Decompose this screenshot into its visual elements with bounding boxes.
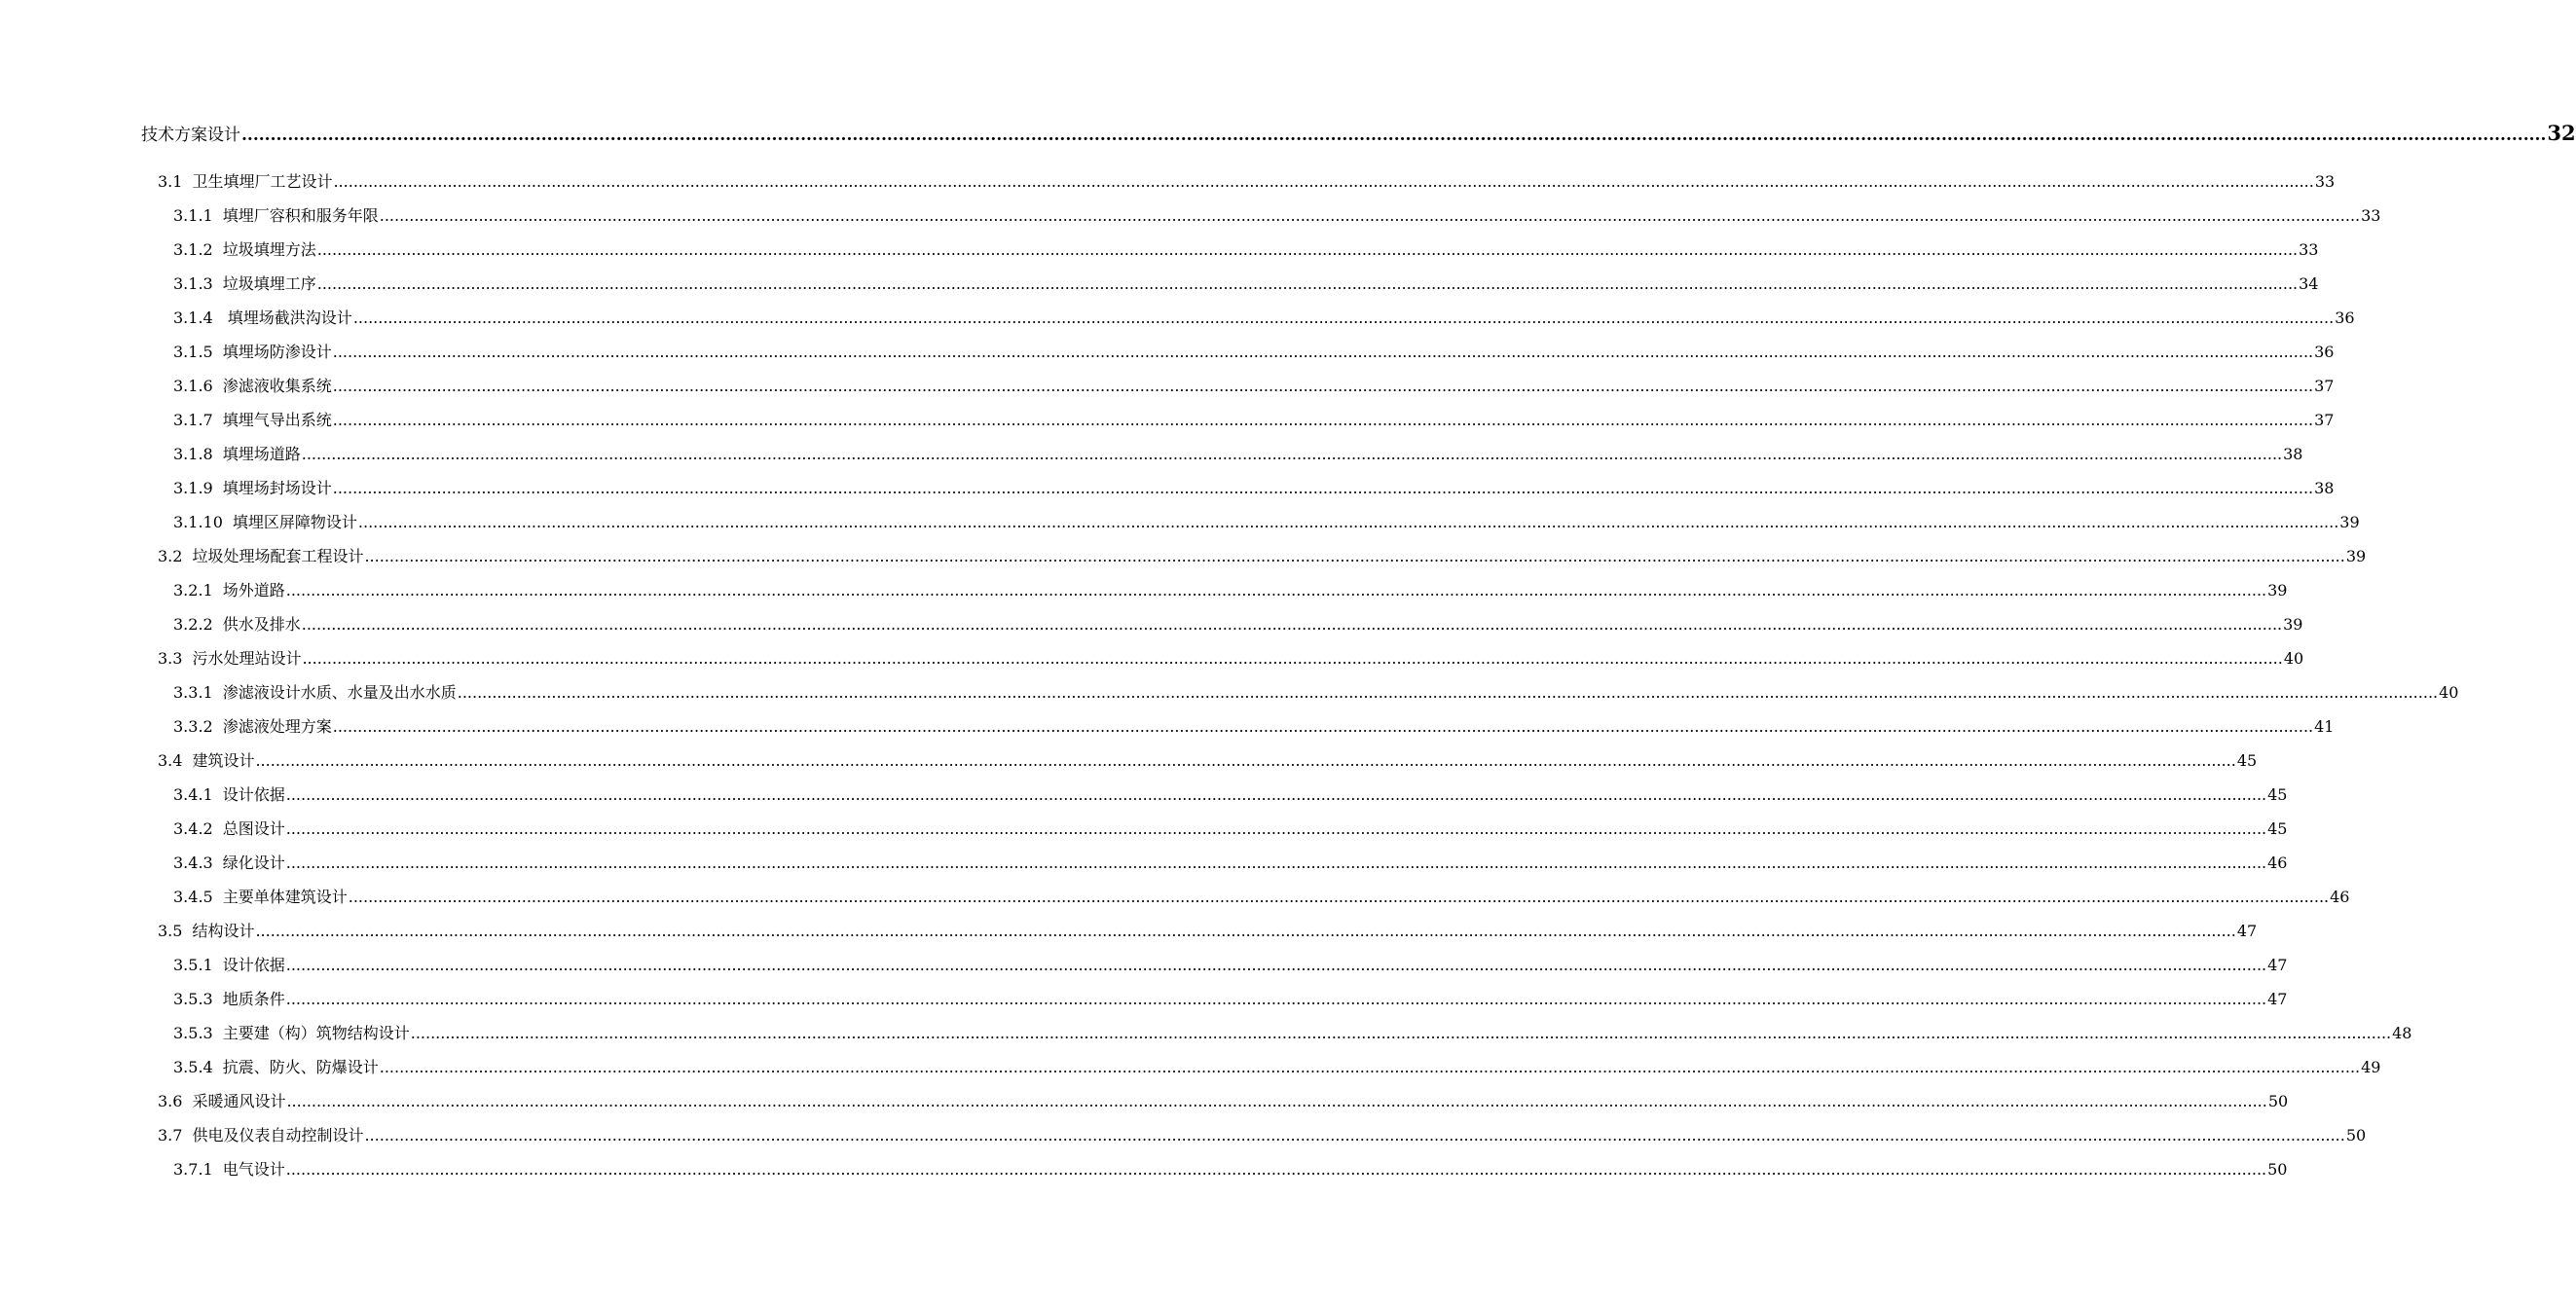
toc-entry-number: 3.4.1 <box>173 785 213 804</box>
toc-entry[interactable] <box>173 306 2355 328</box>
toc-entry-label <box>173 851 285 873</box>
toc-entry-page: 39 <box>2267 581 2288 600</box>
toc-leader-dots: ................................................................................................................................................................................................................................................................................................................................................................................................................ <box>332 411 2314 429</box>
toc-entry-page: 34 <box>2299 274 2319 293</box>
toc-entry[interactable] <box>173 340 2335 362</box>
toc-entry-number: 3.6 <box>158 1092 183 1110</box>
toc-leader-dots: ................................................................................................................................................................................................................................................................................................................................................................................................................ <box>285 990 2267 1008</box>
toc-entry[interactable] <box>173 714 2335 737</box>
toc-entry[interactable] <box>173 782 2288 805</box>
toc-entry-label <box>173 442 301 464</box>
toc-entry-label <box>158 748 254 771</box>
toc-entry-label <box>173 1055 379 1077</box>
toc-entry-number: 3.1.8 <box>173 445 213 463</box>
toc-leader-dots: ................................................................................................................................................................................................................................................................................................................................................................................................................ <box>332 377 2314 395</box>
toc-entry-title: 卫生填埋厂工艺设计 <box>192 172 333 191</box>
toc-entry-title: 电气设计 <box>222 1160 285 1179</box>
toc-entry-number: 3.1.2 <box>173 240 213 259</box>
toc-entry-label <box>173 987 285 1009</box>
toc-entry[interactable] <box>173 953 2288 975</box>
toc-entry-number: 3.7 <box>158 1126 183 1144</box>
toc-entry-label <box>173 476 332 498</box>
toc-entry[interactable] <box>173 476 2335 498</box>
toc-entry-page: 37 <box>2314 411 2335 429</box>
toc-entry-page: 38 <box>2283 445 2303 463</box>
toc-entry[interactable] <box>158 919 2258 941</box>
toc-entry-number: 3.4 <box>158 751 183 770</box>
toc-entry-number: 3.5.1 <box>173 956 213 974</box>
toc-entry-title: 渗滤液处理方案 <box>222 717 332 736</box>
toc-entry-label <box>173 953 285 975</box>
toc-entry-number: 3.1.7 <box>173 411 213 429</box>
toc-entry-title: 抗震、防火、防爆设计 <box>222 1058 379 1076</box>
toc-entry-page: 45 <box>2236 751 2258 770</box>
toc-main-title: 技术方案设计 <box>141 126 240 145</box>
toc-entry-number: 3.1.3 <box>173 274 213 293</box>
toc-entry[interactable] <box>173 442 2303 464</box>
toc-entry-page: 40 <box>2439 683 2459 702</box>
toc-leader-dots: ................................................................................................................................................................................................................................................................................................................................................................................................................ <box>286 1092 2267 1110</box>
toc-entry-title: 设计依据 <box>222 785 285 804</box>
toc-entry-label <box>173 1021 410 1043</box>
toc-entry-label <box>173 510 357 532</box>
toc-leader-dots: ................................................................................................................................................................................................................................................................................................................................................................................................................ <box>332 343 2314 361</box>
toc-entry-number: 3.1.1 <box>173 206 213 225</box>
toc-entry-number: 3.4.2 <box>173 819 213 838</box>
toc-entry-label <box>173 782 285 805</box>
toc-entry-number: 3.7.1 <box>173 1160 213 1179</box>
toc-leader-dots: ................................................................................................................................................................................................................................................................................................................................................................................................................ <box>316 240 2299 259</box>
toc-entry[interactable] <box>158 169 2336 192</box>
toc-entry-title: 结构设计 <box>192 922 255 940</box>
toc-leader-dots: ................................................................................................................................................................................................................................................................................................................................................................................................................ <box>255 922 2236 940</box>
toc-entry[interactable] <box>173 408 2335 430</box>
toc-entry-title: 填埋场封场设计 <box>222 479 332 497</box>
toc-entry-label <box>173 340 332 362</box>
toc-entry[interactable] <box>158 748 2258 771</box>
toc-leader-dots: ................................................................................................................................................................................................................................................................................................................................................................................................................ <box>285 785 2267 804</box>
toc-leader-dots: ................................................................................................................................................................................................................................................................................................................................................................................................................ <box>352 309 2335 327</box>
toc-entry-page: 45 <box>2267 819 2288 838</box>
toc-entry[interactable] <box>173 510 2360 532</box>
toc-entry-number: 3.1.10 <box>173 513 223 531</box>
toc-leader-dots: ................................................................................................................................................................................................................................................................................................................................................................................................................ <box>332 717 2314 736</box>
toc-entry-label <box>173 714 332 737</box>
toc-leader-dots: ................................................................................................................................................................................................................................................................................................................................................................................................................ <box>379 206 2361 225</box>
toc-entry-label <box>173 306 352 328</box>
toc-leader-dots: ................................................................................................................................................................................................................................................................................................................................................................................................................ <box>316 274 2299 293</box>
toc-entry-title: 填埋场道路 <box>222 445 301 463</box>
toc-entry-label <box>158 919 254 941</box>
toc-entry-number: 3.2 <box>158 547 183 565</box>
toc-entry-title: 垃圾处理场配套工程设计 <box>192 547 364 565</box>
toc-entry-title: 主要单体建筑设计 <box>222 888 348 906</box>
toc-leader-dots: ................................................................................................................................................................................................................................................................................................................................................................................................................ <box>364 547 2345 565</box>
toc-entry-title: 填埋区屏障物设计 <box>232 513 357 531</box>
toc-entry-label <box>173 680 457 703</box>
toc-entry[interactable] <box>173 885 2350 907</box>
toc-entry-label <box>173 237 316 260</box>
toc-entry[interactable] <box>173 1055 2381 1077</box>
toc-entry-title: 垃圾填埋工序 <box>222 274 316 293</box>
toc-leader-dots: ................................................................................................................................................................................................................................................................................................................................................................................................................ <box>333 172 2314 191</box>
toc-entry-number: 3.1.6 <box>173 377 213 395</box>
toc-entry-label <box>173 885 348 907</box>
toc-entry-label <box>158 1123 363 1145</box>
toc-entry-label <box>173 203 379 226</box>
toc-leader-dots: ................................................................................................................................................................................................................................................................................................................................................................................................................ <box>285 956 2267 974</box>
toc-entry-title: 设计依据 <box>222 956 285 974</box>
toc-entry-page: 36 <box>2314 343 2335 361</box>
toc-entry-number: 3.5.4 <box>173 1058 213 1076</box>
toc-entry-page: 46 <box>2330 888 2350 906</box>
toc-entry-number: 3.4.3 <box>173 854 213 872</box>
toc-entry-title: 采暖通风设计 <box>192 1092 286 1110</box>
toc-entry-label <box>173 578 285 600</box>
toc-entry-number: 3.4.5 <box>173 888 213 906</box>
toc-entry-title: 建筑设计 <box>192 751 255 770</box>
toc-entry-page: 47 <box>2267 990 2288 1008</box>
toc-entry-page: 40 <box>2283 649 2304 668</box>
toc-main-page: 32 <box>2547 121 2576 145</box>
toc-entry[interactable] <box>173 851 2288 873</box>
toc-entry[interactable] <box>173 1157 2288 1180</box>
toc-leader-dots: ................................................................................................................................................................................................................................................................................................................................................................................................................ <box>301 615 2283 634</box>
toc-entry-title: 供电及仪表自动控制设计 <box>192 1126 364 1144</box>
toc-entry-page: 39 <box>2345 547 2367 565</box>
toc-leader-dots: ................................................................................................................................................................................................................................................................................................................................................................................................................ <box>348 888 2330 906</box>
toc-entry-label <box>158 169 332 192</box>
toc-entry-title: 填埋场防渗设计 <box>222 343 332 361</box>
toc-main-entry[interactable] <box>141 121 2576 145</box>
toc-entry-label <box>158 1089 285 1111</box>
toc-entry-title: 总图设计 <box>222 819 285 838</box>
toc-entry-number: 3.3.1 <box>173 683 213 702</box>
toc-entry-page: 46 <box>2267 854 2288 872</box>
toc-entry-page: 33 <box>2314 172 2336 191</box>
toc-entry-page: 37 <box>2314 377 2335 395</box>
toc-entry-label <box>173 817 285 839</box>
toc-leader-dots: ................................................................................................................................................................................................................................................................................................................................................................................................................ <box>241 126 2547 145</box>
toc-entry-title: 填埋厂容积和服务年限 <box>222 206 379 225</box>
toc-entry-page: 50 <box>2267 1160 2288 1179</box>
toc-entry-page: 47 <box>2236 922 2258 940</box>
toc-entry-title: 绿化设计 <box>222 854 285 872</box>
toc-leader-dots: ................................................................................................................................................................................................................................................................................................................................................................................................................ <box>301 445 2283 463</box>
toc-leader-dots: ................................................................................................................................................................................................................................................................................................................................................................................................................ <box>457 683 2439 702</box>
toc-entry-page: 39 <box>2339 513 2360 531</box>
toc-entry-number: 3.1 <box>158 172 183 191</box>
toc-entry[interactable] <box>173 203 2381 226</box>
toc-entry[interactable] <box>173 680 2459 703</box>
toc-entry-number: 3.3 <box>158 649 183 668</box>
toc-entry-label <box>173 408 332 430</box>
toc-entry-page: 50 <box>2345 1126 2367 1144</box>
toc-entry-title: 地质条件 <box>222 990 285 1008</box>
toc-leader-dots: ................................................................................................................................................................................................................................................................................................................................................................................................................ <box>285 819 2267 838</box>
toc-entry-label <box>173 612 301 635</box>
toc-entry-label <box>158 544 363 566</box>
toc-entry[interactable] <box>173 374 2335 396</box>
toc-entry-title: 污水处理站设计 <box>192 649 302 668</box>
toc-entry-page: 38 <box>2314 479 2335 497</box>
toc-entry[interactable] <box>173 612 2303 635</box>
toc-entry-title: 供水及排水 <box>222 615 301 634</box>
toc-entry-number: 3.1.9 <box>173 479 213 497</box>
toc-entry-label <box>173 374 332 396</box>
toc-leader-dots: ................................................................................................................................................................................................................................................................................................................................................................................................................ <box>302 649 2283 668</box>
toc-leader-dots: ................................................................................................................................................................................................................................................................................................................................................................................................................ <box>332 479 2314 497</box>
toc-entry-page: 45 <box>2267 785 2288 804</box>
toc-entry[interactable] <box>173 578 2288 600</box>
toc-entry-number: 3.2.2 <box>173 615 213 634</box>
toc-leader-dots: ................................................................................................................................................................................................................................................................................................................................................................................................................ <box>285 1160 2267 1179</box>
toc-entry-label <box>158 646 301 669</box>
toc-entry-page: 36 <box>2335 309 2355 327</box>
toc-entry[interactable] <box>173 987 2288 1009</box>
toc-entry[interactable] <box>158 1089 2289 1111</box>
toc-entry-page: 47 <box>2267 956 2288 974</box>
toc-entry-title: 填埋气导出系统 <box>222 411 332 429</box>
toc-entry-title: 场外道路 <box>222 581 285 600</box>
toc-leader-dots: ................................................................................................................................................................................................................................................................................................................................................................................................................ <box>364 1126 2345 1144</box>
toc-entry-number: 3.5 <box>158 922 183 940</box>
toc-entry-title: 垃圾填埋方法 <box>222 240 316 259</box>
toc-entry-title: 渗滤液设计水质、水量及出水水质 <box>222 683 457 702</box>
toc-entry-number: 3.1.4 <box>173 309 213 327</box>
toc-leader-dots: ................................................................................................................................................................................................................................................................................................................................................................................................................ <box>285 854 2267 872</box>
toc-entry-page: 33 <box>2361 206 2381 225</box>
toc-entry-title: 填埋场截洪沟设计 <box>222 309 352 327</box>
toc-leader-dots: ................................................................................................................................................................................................................................................................................................................................................................................................................ <box>379 1058 2361 1076</box>
toc-entry-page: 39 <box>2283 615 2303 634</box>
toc-entry[interactable] <box>173 1021 2412 1043</box>
toc-entry-number: 3.1.5 <box>173 343 213 361</box>
toc-entry-number: 3.5.3 <box>173 1024 213 1042</box>
toc-leader-dots: ................................................................................................................................................................................................................................................................................................................................................................................................................ <box>255 751 2236 770</box>
toc-entry-page: 48 <box>2392 1024 2412 1042</box>
toc-entry[interactable] <box>173 272 2319 294</box>
toc-entry[interactable] <box>173 817 2288 839</box>
toc-entry-label <box>173 272 316 294</box>
toc-entry-page: 50 <box>2267 1092 2289 1110</box>
toc-entry-title: 主要建（构）筑物结构设计 <box>222 1024 410 1042</box>
toc-entry-number: 3.5.3 <box>173 990 213 1008</box>
toc-entry[interactable] <box>173 237 2319 260</box>
toc-entry-number: 3.2.1 <box>173 581 213 600</box>
toc-entry[interactable] <box>158 1123 2367 1145</box>
toc-entry-number: 3.3.2 <box>173 717 213 736</box>
toc-entry[interactable] <box>158 544 2367 566</box>
toc-entry-page: 41 <box>2314 717 2335 736</box>
toc-entry-label <box>173 1157 285 1180</box>
toc-leader-dots: ................................................................................................................................................................................................................................................................................................................................................................................................................ <box>285 581 2267 600</box>
toc-entry-page: 33 <box>2299 240 2319 259</box>
toc-entry[interactable] <box>158 646 2304 669</box>
toc-leader-dots: ................................................................................................................................................................................................................................................................................................................................................................................................................ <box>410 1024 2392 1042</box>
toc-entry-title: 渗滤液收集系统 <box>222 377 332 395</box>
toc-entry-page: 49 <box>2361 1058 2381 1076</box>
toc-leader-dots: ................................................................................................................................................................................................................................................................................................................................................................................................................ <box>357 513 2339 531</box>
